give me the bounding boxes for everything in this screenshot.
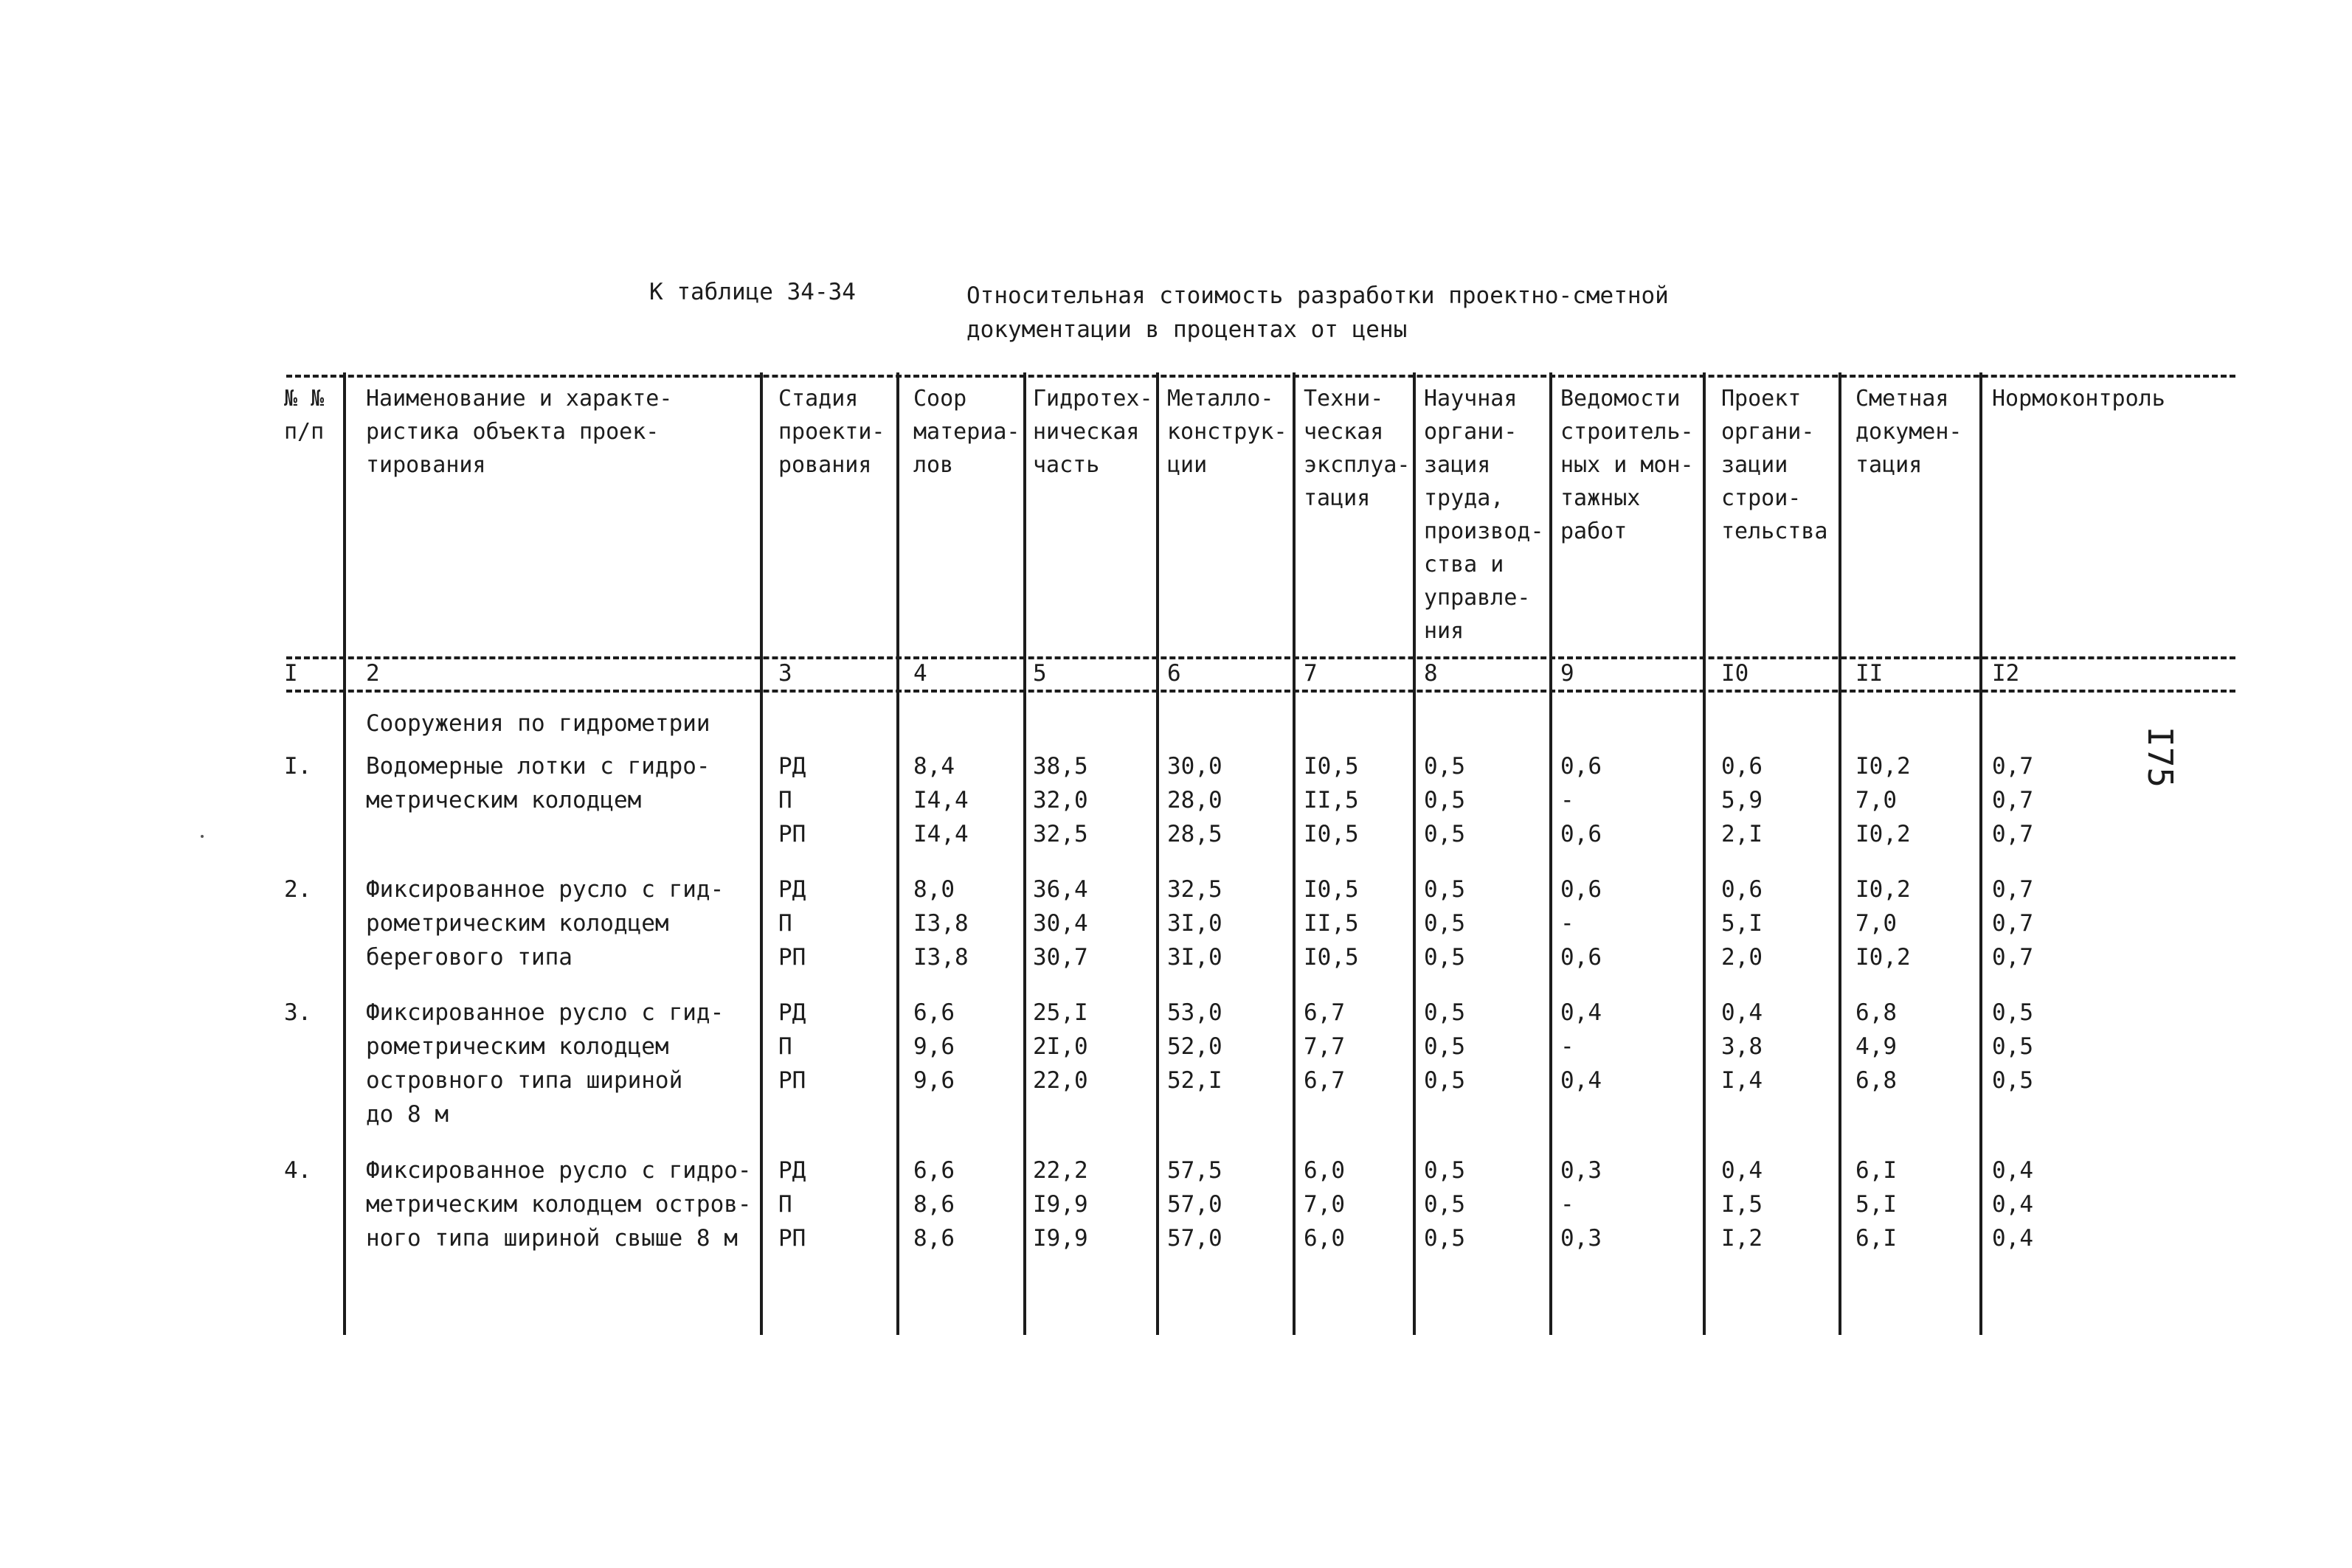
value-cell: 9,6 — [913, 1033, 955, 1060]
stage-cell: П — [778, 1191, 792, 1218]
value-cell: I3,8 — [913, 944, 969, 971]
column-rule — [760, 372, 763, 1335]
value-cell: 7,0 — [1304, 1191, 1345, 1218]
column-rule — [1979, 372, 1982, 1335]
value-cell: 52,0 — [1167, 1033, 1222, 1060]
value-cell: 0,5 — [1424, 1033, 1465, 1060]
column-rule — [1703, 372, 1706, 1335]
value-cell: I,2 — [1721, 1225, 1763, 1252]
value-cell: 2,0 — [1721, 944, 1763, 971]
value-cell: 57,0 — [1167, 1191, 1222, 1218]
object-name-line: берегового типа — [366, 944, 573, 971]
value-cell: 0,5 — [1424, 821, 1465, 847]
object-name-line: рометрическим колодцем — [366, 1033, 669, 1060]
value-cell: I0,2 — [1855, 876, 1911, 903]
value-cell: 30,7 — [1033, 944, 1088, 971]
value-cell: 8,6 — [913, 1191, 955, 1218]
value-cell: 6,0 — [1304, 1157, 1345, 1184]
value-cell: 6,7 — [1304, 1067, 1345, 1094]
value-cell: I4,4 — [913, 821, 969, 847]
value-cell: I9,9 — [1033, 1225, 1088, 1252]
value-cell: 0,7 — [1992, 876, 2033, 903]
header-top-rule — [286, 375, 2235, 378]
value-cell: I0,5 — [1304, 876, 1359, 903]
column-header: Ведомости строитель- ных и мон- тажных работ — [1560, 386, 1694, 544]
value-cell: 0,6 — [1721, 876, 1763, 903]
scan-speck — [201, 835, 204, 838]
stage-cell: П — [778, 787, 792, 814]
value-cell: 0,4 — [1992, 1157, 2033, 1184]
value-cell: 0,5 — [1424, 1157, 1465, 1184]
value-cell: 0,5 — [1424, 910, 1465, 937]
value-cell: 0,5 — [1992, 1033, 2033, 1060]
object-name-line: Водомерные лотки с гидро- — [366, 753, 710, 780]
value-cell: 2,I — [1721, 821, 1763, 847]
value-cell: 2I,0 — [1033, 1033, 1088, 1060]
column-header: № № п/п — [284, 386, 325, 445]
value-cell: 6,6 — [913, 1157, 955, 1184]
value-cell: 22,0 — [1033, 1067, 1088, 1094]
value-cell: 7,0 — [1855, 787, 1897, 814]
column-number: 5 — [1033, 660, 1047, 687]
column-number: I2 — [1992, 660, 2020, 687]
value-cell: 30,0 — [1167, 753, 1222, 780]
value-cell: I0,5 — [1304, 753, 1359, 780]
value-cell: 8,6 — [913, 1225, 955, 1252]
value-cell: 0,4 — [1721, 1157, 1763, 1184]
object-name-line: метрическим колодцем — [366, 787, 642, 814]
value-cell: 38,5 — [1033, 753, 1088, 780]
column-number: 7 — [1304, 660, 1318, 687]
stage-cell: РП — [778, 1225, 806, 1252]
numbers-bottom-rule — [286, 690, 2235, 693]
column-header: Сметная докумен- тация — [1855, 386, 1962, 478]
value-cell: 0,5 — [1424, 1067, 1465, 1094]
value-cell: 28,0 — [1167, 787, 1222, 814]
value-cell: 0,7 — [1992, 787, 2033, 814]
header-bottom-rule — [286, 656, 2235, 659]
value-cell: 6,8 — [1855, 999, 1897, 1026]
stage-cell: РП — [778, 1067, 806, 1094]
column-header: Стадия проекти- рования — [778, 386, 885, 478]
table-title: Относительная стоимость разработки проектно-сметной документации в процентах от цены — [966, 282, 1669, 343]
column-rule — [1156, 372, 1159, 1335]
object-name-line: до 8 м — [366, 1101, 449, 1128]
value-cell: 0,7 — [1992, 821, 2033, 847]
value-cell: I0,2 — [1855, 753, 1911, 780]
value-cell: I0,2 — [1855, 821, 1911, 847]
value-cell: I,4 — [1721, 1067, 1763, 1094]
object-name-line: рометрическим колодцем — [366, 910, 669, 937]
value-cell: 6,0 — [1304, 1225, 1345, 1252]
value-cell: - — [1560, 1033, 1574, 1060]
value-cell: 0,4 — [1721, 999, 1763, 1026]
value-cell: 5,9 — [1721, 787, 1763, 814]
value-cell: I3,8 — [913, 910, 969, 937]
value-cell: 52,I — [1167, 1067, 1222, 1094]
value-cell: 57,0 — [1167, 1225, 1222, 1252]
row-number: 4. — [284, 1157, 312, 1184]
section-title: Сооружения по гидрометрии — [366, 710, 710, 737]
value-cell: 28,5 — [1167, 821, 1222, 847]
value-cell: 6,8 — [1855, 1067, 1897, 1094]
value-cell: 36,4 — [1033, 876, 1088, 903]
value-cell: II,5 — [1304, 787, 1359, 814]
column-header: Наименование и характе- ристика объекта проек- тирования — [366, 386, 673, 478]
column-header: Соор материа- лов — [913, 386, 1020, 478]
column-header: Техни- ческая эксплуа- тация — [1304, 386, 1411, 511]
value-cell: 0,5 — [1424, 753, 1465, 780]
value-cell: 53,0 — [1167, 999, 1222, 1026]
value-cell: I,5 — [1721, 1191, 1763, 1218]
value-cell: 32,0 — [1033, 787, 1088, 814]
column-number: 6 — [1167, 660, 1181, 687]
stage-cell: П — [778, 1033, 792, 1060]
row-number: 2. — [284, 876, 312, 903]
value-cell: 0,5 — [1424, 787, 1465, 814]
value-cell: 0,6 — [1560, 821, 1602, 847]
column-number: 4 — [913, 660, 927, 687]
value-cell: 5,I — [1721, 910, 1763, 937]
value-cell: 0,5 — [1992, 1067, 2033, 1094]
value-cell: 0,6 — [1560, 753, 1602, 780]
column-header: Проект органи- зации строи- тельства — [1721, 386, 1828, 544]
column-rule — [1023, 372, 1026, 1335]
value-cell: 0,6 — [1721, 753, 1763, 780]
value-cell: 25,I — [1033, 999, 1088, 1026]
object-name-line: островного типа шириной — [366, 1067, 683, 1094]
object-name-line: ного типа шириной свыше 8 м — [366, 1225, 738, 1252]
value-cell: 0,4 — [1992, 1225, 2033, 1252]
object-name-line: Фиксированное русло с гид- — [366, 876, 724, 903]
stage-cell: РД — [778, 1157, 806, 1184]
value-cell: 57,5 — [1167, 1157, 1222, 1184]
value-cell: I0,5 — [1304, 821, 1359, 847]
column-header: Металло- конструк- ции — [1167, 386, 1287, 478]
value-cell: 8,0 — [913, 876, 955, 903]
object-name-line: метрическим колодцем остров- — [366, 1191, 752, 1218]
value-cell: 9,6 — [913, 1067, 955, 1094]
stage-cell: РП — [778, 944, 806, 971]
value-cell: 3,8 — [1721, 1033, 1763, 1060]
value-cell: 0,6 — [1560, 944, 1602, 971]
value-cell: 0,4 — [1992, 1191, 2033, 1218]
column-rule — [1293, 372, 1296, 1335]
column-number: 9 — [1560, 660, 1574, 687]
value-cell: - — [1560, 910, 1574, 937]
value-cell: 22,2 — [1033, 1157, 1088, 1184]
value-cell: 3I,0 — [1167, 944, 1222, 971]
value-cell: II,5 — [1304, 910, 1359, 937]
value-cell: 0,7 — [1992, 944, 2033, 971]
page-number: I75 — [2140, 726, 2180, 788]
column-header: Гидротех- ническая часть — [1033, 386, 1153, 478]
value-cell: 6,I — [1855, 1225, 1897, 1252]
value-cell: 0,3 — [1560, 1157, 1602, 1184]
value-cell: 5,I — [1855, 1191, 1897, 1218]
column-header: Нормоконтроль — [1992, 386, 2165, 412]
value-cell: I0,2 — [1855, 944, 1911, 971]
column-number: I — [284, 660, 298, 687]
value-cell: 30,4 — [1033, 910, 1088, 937]
column-rule — [343, 372, 346, 1335]
value-cell: - — [1560, 787, 1574, 814]
column-rule — [1549, 372, 1552, 1335]
value-cell: 0,4 — [1560, 999, 1602, 1026]
stage-cell: П — [778, 910, 792, 937]
value-cell: 4,9 — [1855, 1033, 1897, 1060]
row-number: I. — [284, 753, 312, 780]
value-cell: 0,7 — [1992, 910, 2033, 937]
column-number: 2 — [366, 660, 380, 687]
stage-cell: РД — [778, 753, 806, 780]
value-cell: 32,5 — [1033, 821, 1088, 847]
column-header: Научная органи- зация труда, производ- ства и управле- ния — [1424, 386, 1544, 644]
value-cell: 3I,0 — [1167, 910, 1222, 937]
object-name-line: Фиксированное русло с гидро- — [366, 1157, 752, 1184]
value-cell: I0,5 — [1304, 944, 1359, 971]
value-cell: 0,5 — [1992, 999, 2033, 1026]
value-cell: 0,6 — [1560, 876, 1602, 903]
value-cell: I4,4 — [913, 787, 969, 814]
value-cell: 0,3 — [1560, 1225, 1602, 1252]
column-rule — [1413, 372, 1416, 1335]
stage-cell: РП — [778, 821, 806, 847]
value-cell: 0,5 — [1424, 876, 1465, 903]
column-number: 8 — [1424, 660, 1438, 687]
value-cell: 0,5 — [1424, 1225, 1465, 1252]
value-cell: 0,5 — [1424, 1191, 1465, 1218]
column-rule — [896, 372, 899, 1335]
value-cell: 0,5 — [1424, 999, 1465, 1026]
value-cell: - — [1560, 1191, 1574, 1218]
value-cell: I9,9 — [1033, 1191, 1088, 1218]
object-name-line: Фиксированное русло с гид- — [366, 999, 724, 1026]
column-number: II — [1855, 660, 1884, 687]
value-cell: 6,6 — [913, 999, 955, 1026]
row-number: 3. — [284, 999, 312, 1026]
column-rule — [1839, 372, 1841, 1335]
value-cell: 8,4 — [913, 753, 955, 780]
table-reference: К таблице 34-34 — [649, 279, 856, 305]
value-cell: 0,7 — [1992, 753, 2033, 780]
value-cell: 7,0 — [1855, 910, 1897, 937]
stage-cell: РД — [778, 999, 806, 1026]
value-cell: 32,5 — [1167, 876, 1222, 903]
value-cell: 0,5 — [1424, 944, 1465, 971]
column-number: I0 — [1721, 660, 1749, 687]
stage-cell: РД — [778, 876, 806, 903]
value-cell: 6,7 — [1304, 999, 1345, 1026]
column-number: 3 — [778, 660, 792, 687]
value-cell: 7,7 — [1304, 1033, 1345, 1060]
value-cell: 0,4 — [1560, 1067, 1602, 1094]
value-cell: 6,I — [1855, 1157, 1897, 1184]
